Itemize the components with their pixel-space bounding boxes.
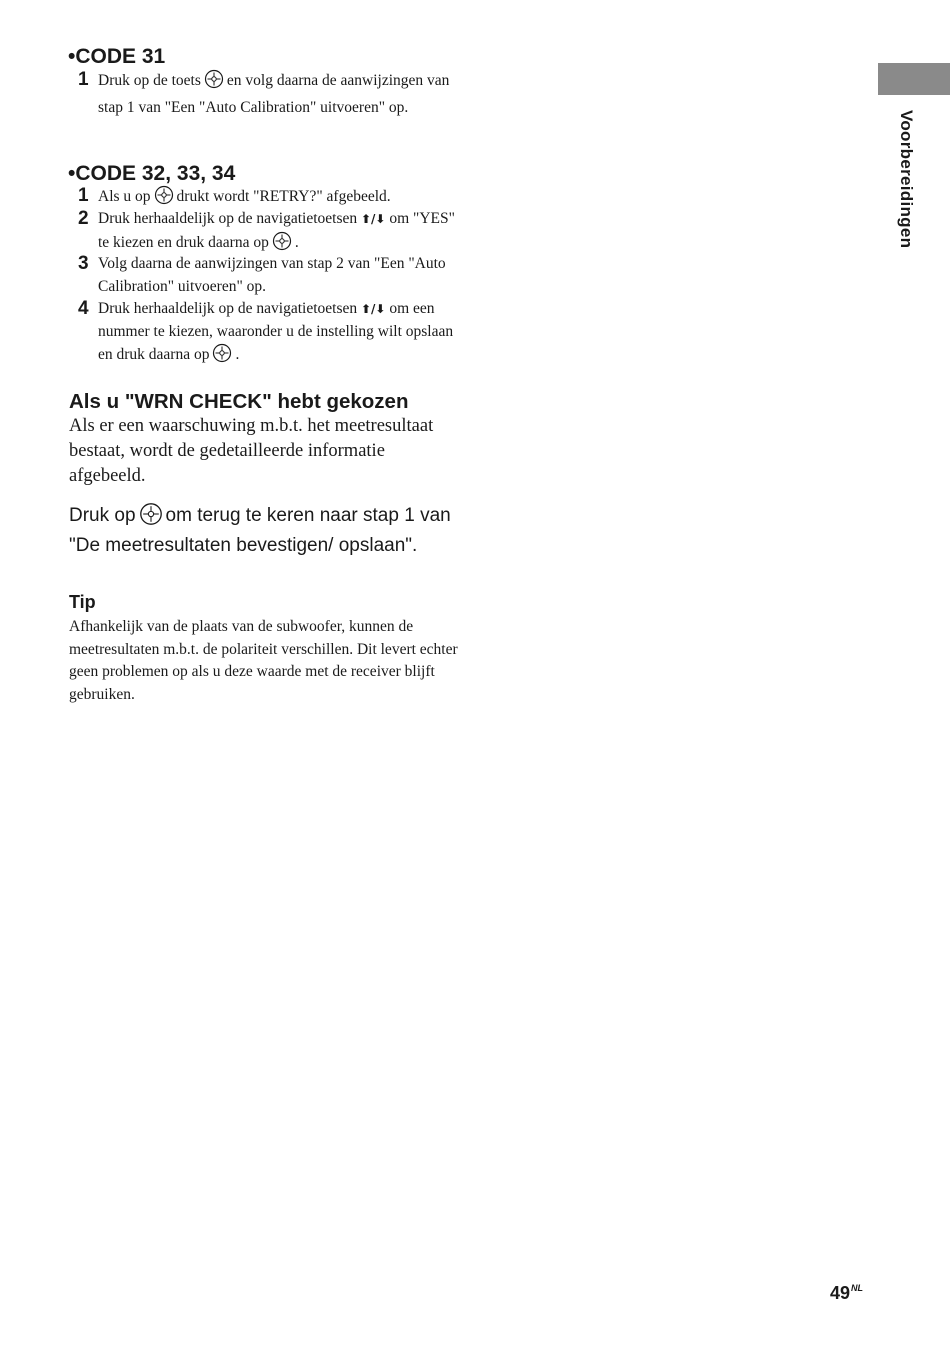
wrn-check-instruction — [69, 502, 459, 558]
code31-heading: •CODE 31 — [68, 45, 166, 68]
enter-button-icon — [204, 69, 224, 97]
enter-button-icon — [212, 343, 232, 371]
side-tab-bar — [878, 63, 950, 95]
code32-heading: •CODE 32, 33, 34 — [68, 162, 236, 185]
tip-title: Tip — [69, 592, 96, 612]
step-text-after: . — [235, 346, 240, 364]
step-text-middle: om "YES" te kiezen en druk daarna op — [98, 210, 455, 251]
step-text-after: . — [294, 233, 299, 251]
step-text-middle: om een nummer te kiezen, waaronder u de instelling wilt opslaan en druk daarna op — [98, 300, 454, 364]
enter-button-icon — [139, 502, 163, 533]
step-text-before: Als u op — [98, 188, 151, 205]
step-text — [98, 69, 458, 119]
step-number: 1 — [78, 185, 89, 206]
step-text-after: en volg daarna de aanwijzingen van stap 1 van "Een "Auto Calibration" uitvoeren" op. — [98, 72, 450, 116]
step-text — [98, 208, 458, 258]
step-text-before: Druk herhaaldelijk op de navigatietoetsen — [98, 210, 358, 227]
up-down-arrow-icon: ⬆/⬇ — [360, 212, 386, 226]
step-text: Volg daarna de aanwijzingen van stap 2 van "Een "Auto Calibration" uitvoeren" op. — [98, 255, 446, 295]
step-number: 2 — [78, 208, 89, 229]
page-number-value: 49 — [830, 1283, 851, 1303]
step-number: 1 — [78, 69, 89, 90]
page-number — [830, 1277, 863, 1304]
step-text-after: drukt wordt "RETRY?" afgebeeld. — [176, 188, 391, 205]
wrn-check-body: Als er een waarschuwing m.b.t. het meetresultaat bestaat, wordt de gedetailleerde informatie afgebeeld. — [69, 416, 434, 486]
up-down-arrow-icon: ⬆/⬇ — [360, 302, 386, 316]
step-text-before: Druk op de toets — [98, 72, 201, 89]
side-tab-label: Voorbereidingen — [897, 110, 916, 249]
wrn-check-title: Als u "WRN CHECK" hebt gekozen — [69, 390, 409, 413]
step-text-before: Druk herhaaldelijk op de navigatietoetsen — [98, 300, 358, 317]
tip-body: Afhankelijk van de plaats van de subwoofer, kunnen de meetresultaten m.b.t. de polariteit verschillen. Dit levert echter geen problemen op als u deze waarde met de receiver blijft gebruiken. — [69, 618, 458, 704]
instruction-before: Druk op — [69, 505, 136, 526]
step-text — [98, 298, 458, 371]
instruction-after: om terug te keren naar stap 1 van "De meetresultaten bevestigen/ opslaan". — [69, 505, 451, 556]
language-code: NL — [851, 1283, 864, 1293]
step-number: 3 — [78, 253, 89, 274]
step-number: 4 — [78, 298, 89, 319]
